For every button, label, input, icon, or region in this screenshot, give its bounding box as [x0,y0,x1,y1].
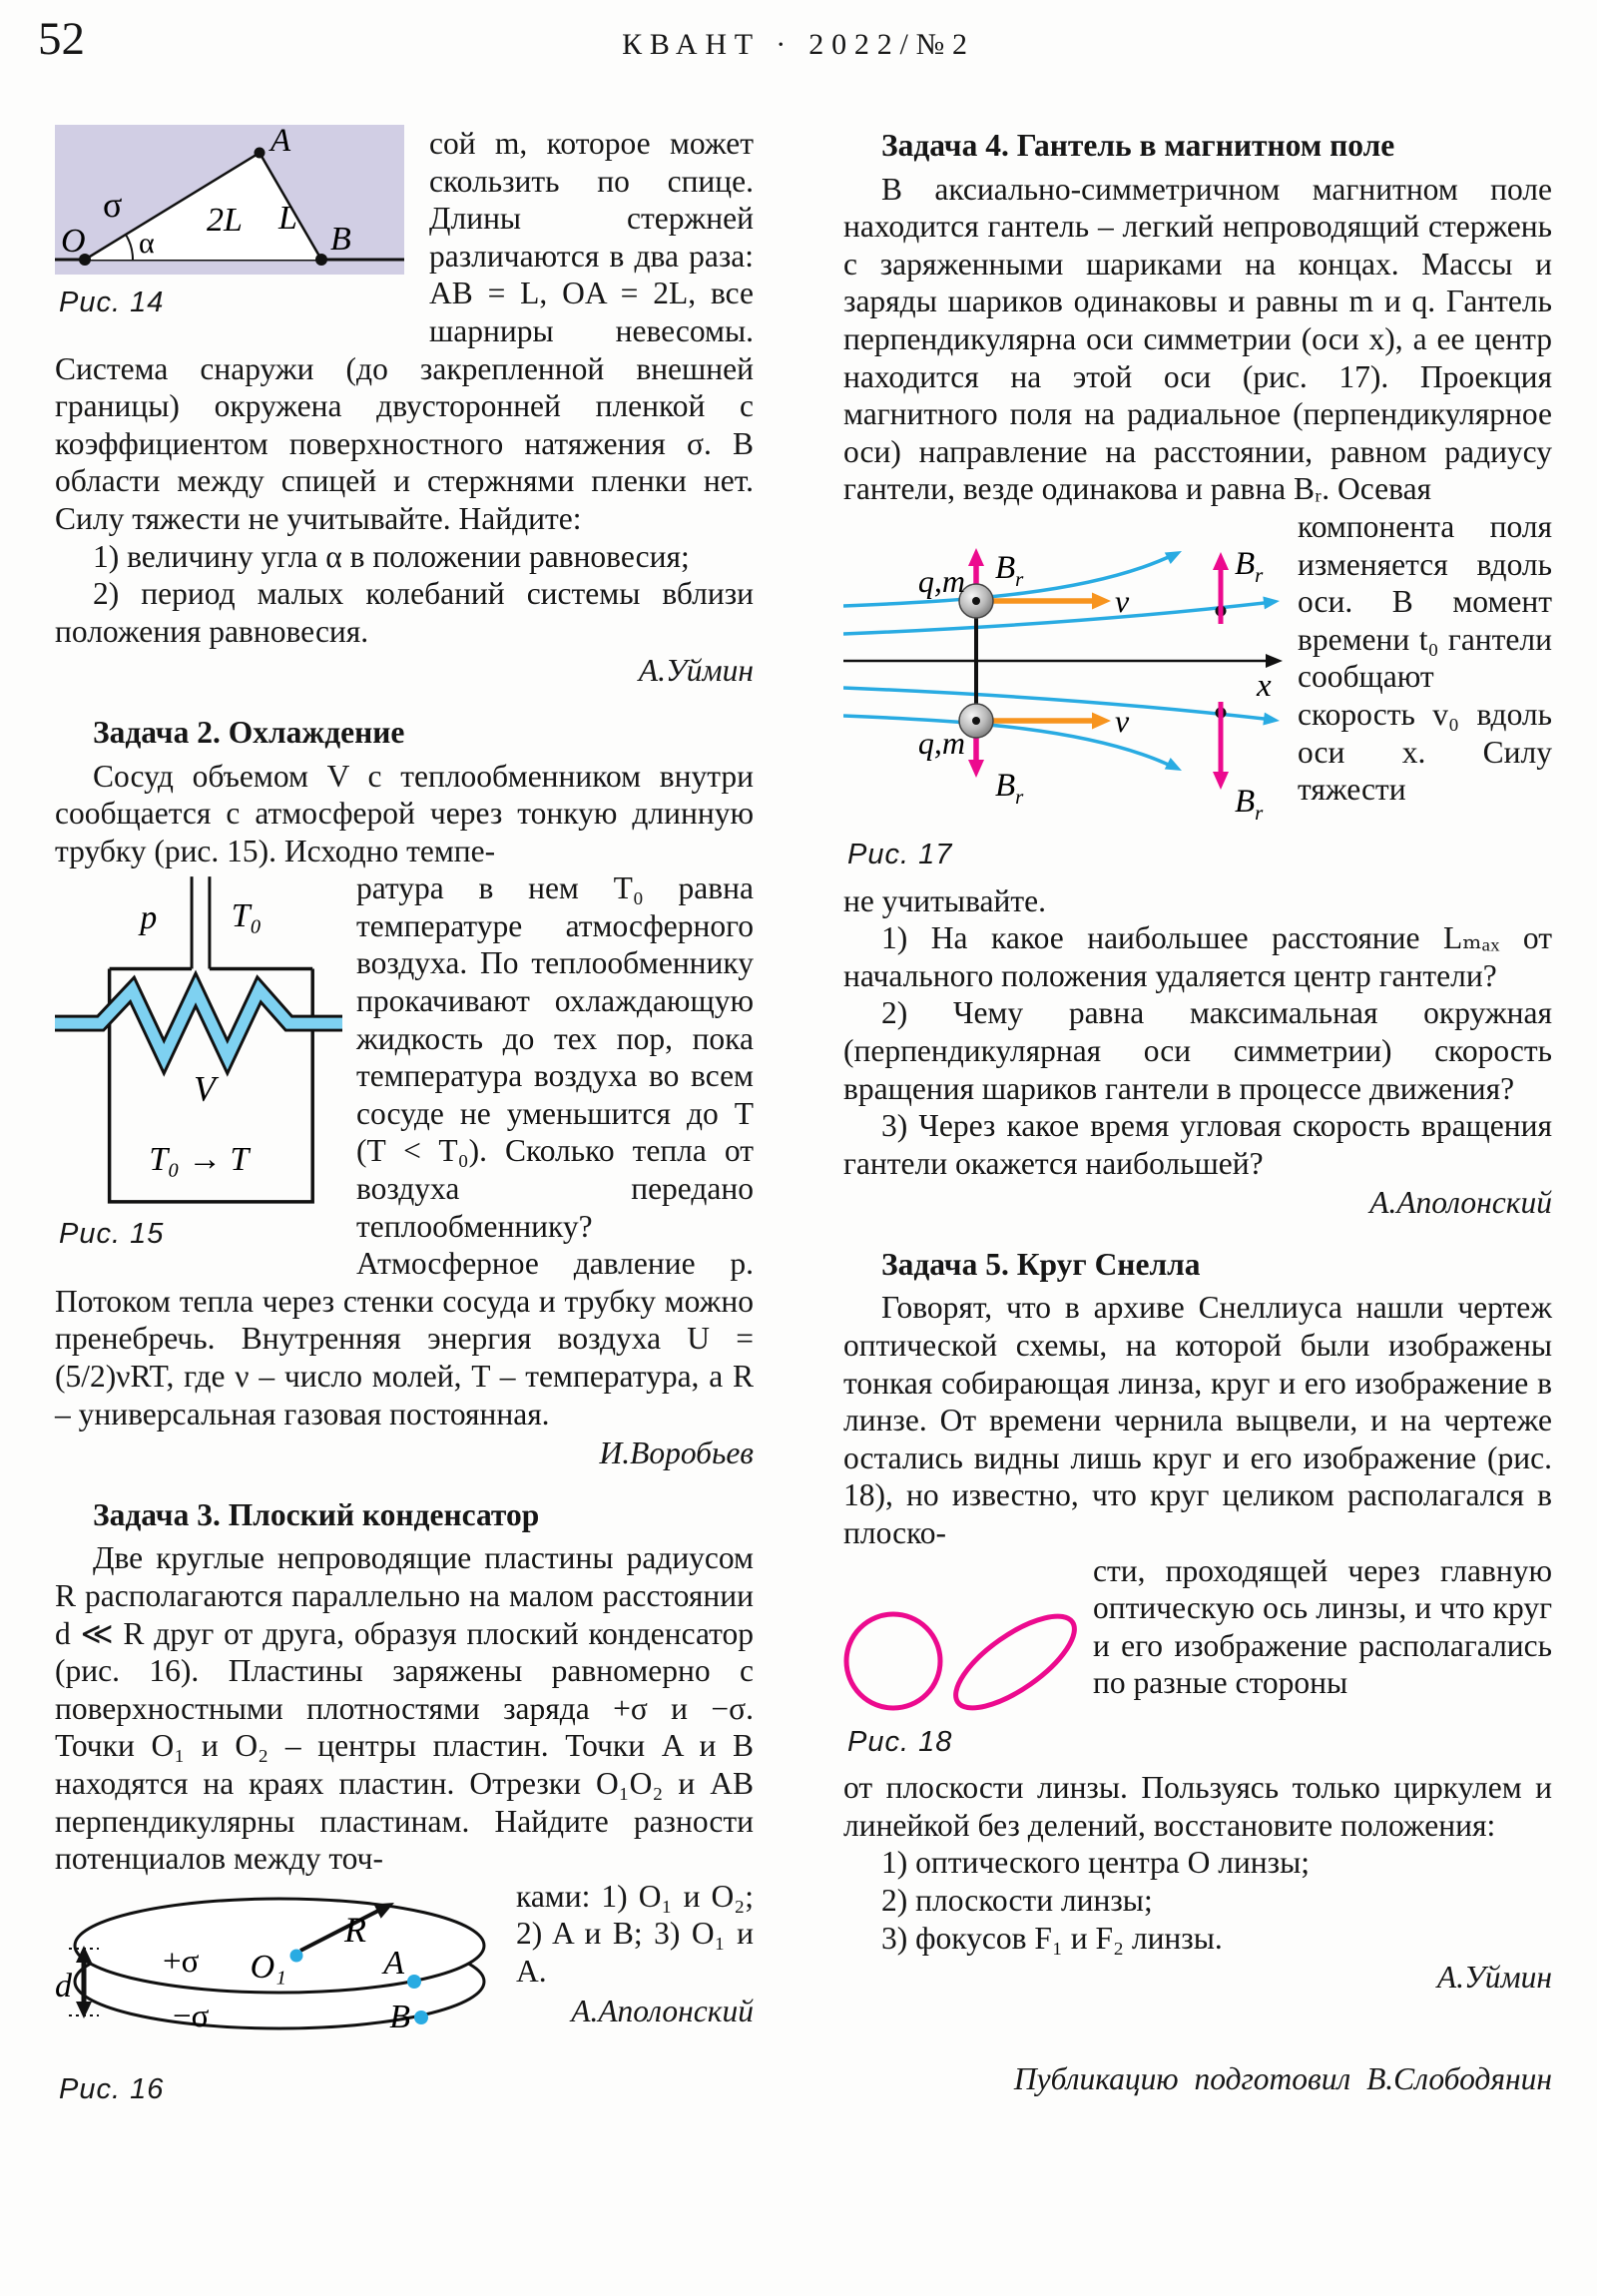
fig17-field-arrowhead-4 [1165,758,1185,777]
fig15-vessel-diagram [55,873,342,1208]
fig16-B-label: B [389,1998,410,2035]
fig18-circle-and-image-diagram [843,1604,1083,1716]
figure-18 [843,1604,1083,1762]
task5-title: Задача 5. Круг Снелла [881,1246,1201,1282]
fig17-Br-label-right-top [1235,546,1264,587]
journal-header: КВАНТ · 2022/№2 [622,28,975,61]
fig14-point-B-dot [315,254,327,266]
task2-title: Задача 2. Охлаждение [93,714,405,750]
fig14-L-label: L [278,200,297,237]
fig17-qm-bottom-label: q,m [917,724,965,761]
fig17-Br-arrowhead-right-top [1213,552,1229,570]
task2-paragraph-1: Сосуд объемом V с теплообменником внутри сообщается с атмосферой через тонкую длинную трубку (рис. 15). Исходно темпе- [55,758,754,868]
fig14-A-label: A [270,125,291,159]
fig16-O1-dot [290,1949,303,1962]
task4-author: А.Аполонский [1369,1185,1552,1221]
fig16-d-label: d [55,1967,72,2005]
fig15-caption: Рис. 15 [59,1218,165,1251]
task4-item-3: 3) Через какое время угловая скорость вращения гантели окажется наибольшей? [843,1108,1552,1181]
fig17-Br-base: B [1235,783,1256,820]
fig18-circle [846,1614,940,1708]
fig17-field-line-bottom-inner [843,688,1273,720]
task5-item-2: 2) плоскости линзы; [881,1883,1153,1918]
intro-wrap-text: сой m, которое может скользить по спице. Длины стержней различаются в два раза: AB = L, OA = 2L, все шарниры невесомы. Система снаружи (до закрепленной внешней границы) окружена двусторонней пленкой с коэффициентом поверхностного натяжения σ. В области между спицей и стержнями пленки нет. Силу тяжести не учитывайте. Найдите: [55,126,754,536]
task3-paragraph-2: ками: 1) O₁ и O₂; 2) A и B; 3) O₁ и A. [516,1878,754,1989]
task5-paragraph-1: Говорят, что в архиве Снеллиуса нашли чертеж оптической схемы, на которой были изображены тонкая собирающая линза, круг и его изображение в линзе. От времени чернила выцвели, и на чертеже остались видны лишь круг и его изображение (рис. 18), но известно, что круг целиком располагался в плоско- [843,1290,1552,1551]
fig16-B-dot [414,2010,428,2024]
figure-15 [55,873,342,1254]
fig14-sigma-label: σ [103,185,123,225]
fig17-x-axis-arrowhead [1266,654,1283,668]
fig17-Br-base: B [1235,545,1256,582]
task3-author: А.Аполонский [571,1993,754,2028]
fig14-caption: Рис. 14 [59,287,165,318]
fig16-A-dot [407,1975,421,1989]
intro-author: А.Уймин [638,653,754,689]
fig17-ball-top-center [972,597,980,605]
task2-paragraph-2: ратура в нем T₀ равна температуре атмосферного воздуха. По теплообменнику прокачивают охлаждающую жидкость до тех пор, пока температура воздуха во всем сосуде не уменьшится до T (T < T₀). Сколько тепла от воздуха передано теплообменнику? Атмосферное давление p. Потоком тепла через стенки сосуда и трубку можно пренебречь. Внутренняя энергия воздуха U = (5/2)νRT, где ν – число молей, T – температура, а R – универсальная газовая постоянная. [55,870,754,1432]
fig15-T0-label: T₀ [231,897,263,935]
task5-paragraph-2: сти, проходящей через главную оптическую ось линзы, и что круг и его изображение располагались по разные стороны [1093,1552,1552,1701]
intro-item-1: 1) величину угла α в положении равновесия; [93,538,690,574]
fig17-caption: Рис. 17 [847,838,953,870]
fig18-caption: Рис. 18 [847,1725,953,1758]
fig14-point-A-dot [255,148,266,159]
task3-paragraph-1: Две круглые непроводящие пластины радиусом R располагаются параллельно на малом расстоянии d ≪ R друг от друга, образуя плоский конденсатор (рис. 16). Пластины заряжены равномерно с поверхностными плотностями заряда +σ и −σ. Точки O₁ и O₂ – центры пластин. Точки A и B находятся на краях пластин. Отрезки O₁O₂ и AB перпендикулярны пластинам. Найдите разности потенциалов между точ- [55,1540,754,1877]
task3-title: Задача 3. Плоский конденсатор [93,1496,540,1532]
fig14-2L-label: 2L [207,202,243,239]
fig17-Br-sub: r [1015,784,1024,809]
figure-17 [843,544,1288,874]
task4-paragraph-1: В аксиально-симметричном магнитном поле находится гантель – легкий непроводящий стержень с заряженными шариками на концах. Массы и заряды шариков одинаковы и равны m и q. Гантель перпендикулярна оси симметрии (оси x), а ее центр находится на этой оси (рис. 17). Проекция магнитного поля на радиальное (перпендикулярное оси) направление на расстоянии, равном радиусу гантели, везде одинакова и равна Bᵣ. Осевая [843,171,1552,507]
intro-item-2: 2) период малых колебаний системы вблизи положения равновесия. [55,576,754,649]
fig14-B-label: B [330,221,351,258]
publication-footer: Публикацию подготовил В.Слободянин [1013,2060,1552,2096]
fig15-p-label: p [140,899,158,937]
fig18-ellipse-image [942,1604,1083,1716]
fig17-Br-base: B [995,549,1016,586]
fig17-Br-label-bottom [995,768,1024,809]
fig15-process-label: T₀ → T [149,1141,250,1179]
fig17-x-label: x [1257,667,1272,704]
fig16-A-label: A [383,1944,404,1982]
task4-title: Задача 4. Гантель в магнитном поле [881,128,1395,163]
task4-paragraph-2: компонента поля изменяется вдоль оси. В момент времени t₀ гантели сообщают скорость v₀ вдоль оси x. Силу тяжести [1298,508,1552,808]
fig15-V-label: V [194,1068,216,1109]
fig17-v-label-bottom: v [1115,702,1130,739]
fig17-Br-sub: r [1015,566,1024,591]
fig16-plus-sigma-label: +σ [163,1943,200,1980]
task5-author: А.Уймин [1436,1960,1552,1996]
fig17-Br-sub: r [1255,562,1264,587]
fig17-Br-arrowhead-right-bottom [1213,772,1229,790]
fig17-ball-bottom-center [972,717,980,725]
fig15-coil [55,990,342,1058]
fig14-O-label: O [61,223,86,260]
fig17-Br-label-right-bottom [1235,784,1264,825]
fig17-Br-base: B [995,767,1016,804]
task5-item-3: 3) фокусов F₁ и F₂ линзы. [881,1920,1223,1956]
fig16-minus-sigma-label: −σ [173,1998,210,2034]
page-number: 52 [38,13,85,65]
fig17-v-arrowhead-top [1092,592,1111,609]
fig17-Br-sub: r [1255,800,1264,825]
fig16-O1-label: O₁ [250,1948,286,1986]
fig17-Br-arrowhead-bottom [968,760,984,778]
fig17-Br-arrowhead-top [968,548,984,566]
fig17-Br-label-top [995,550,1024,591]
task2-author: И.Воробьев [599,1435,754,1471]
fig17-v-arrowhead-bottom [1092,712,1111,729]
fig17-field-arrowhead-1 [1165,545,1185,564]
fig16-caption: Рис. 16 [59,2072,165,2105]
fig17-dumbbell-diagram [843,544,1288,829]
fig14-alpha-label: α [139,227,155,260]
task4-item-2: 2) Чему равна максимальная окружная (перпендикулярная оси симметрии) скорость вращения шариков гантели в процессе движения? [843,995,1552,1106]
figure-16 [55,1894,499,2109]
task4-paragraph-3: не учитывайте. [843,882,1047,918]
fig14-triangle-diagram [55,125,404,277]
task4-item-1: 1) На какое наибольшее расстояние Lₘₐₓ от начального положения удаляется центр гантели? [843,920,1552,993]
figure-14 [55,125,404,322]
fig16-capacitor-diagram [55,1894,499,2063]
fig17-qm-top-label: q,m [917,562,965,599]
task5-paragraph-3: от плоскости линзы. Пользуясь только циркулем и линейкой без делений, восстановите положения: [843,1770,1552,1843]
fig17-v-label-top: v [1115,582,1130,619]
fig16-R-label: R [344,1909,366,1950]
fig17-field-line-top-inner [843,602,1273,634]
fig17-field-arrowhead-3 [1263,713,1280,728]
fig17-field-arrowhead-2 [1263,594,1280,609]
right-column [843,125,1552,2097]
left-column [55,125,754,2116]
task5-item-1: 1) оптического центра O линзы; [881,1845,1311,1881]
